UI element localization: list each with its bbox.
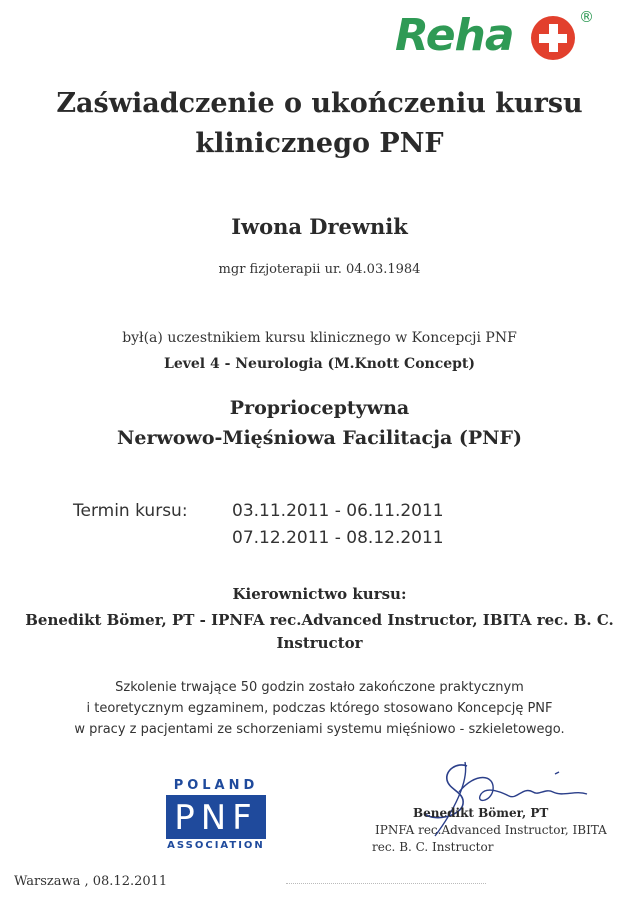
direction-names xyxy=(0,609,639,655)
course-name-line-1: Proprioceptywna xyxy=(229,397,410,419)
term-date-1: 03.11.2011 - 06.11.2011 xyxy=(232,501,444,521)
course-name-line-2: Nerwowo-Mięśniowa Facilitacja (PNF) xyxy=(117,427,522,449)
registered-mark: ® xyxy=(579,8,594,26)
direction-line-1: Benedikt Bömer, PT - IPNFA rec.Advanced Instructor, IBITA rec. B. C. xyxy=(25,611,614,629)
pnf-logo-mark: PNF xyxy=(174,798,258,838)
signatory-name: Benedikt Bömer, PT xyxy=(413,806,549,820)
signatory-role-line-2: rec. B. C. Instructor xyxy=(372,840,494,854)
recipient-degree: mgr fizjoterapii ur. 04.03.1984 xyxy=(218,262,421,277)
direction-label: Kierownictwo kursu: xyxy=(232,585,407,603)
pnf-logo-box xyxy=(166,795,266,839)
signature-line xyxy=(286,882,486,884)
course-description xyxy=(0,677,639,740)
certificate-title xyxy=(0,84,639,164)
course-name xyxy=(0,393,639,453)
description-line-2: i teoretycznym egzaminem, podczas którego stosowano Koncepcję PNF xyxy=(86,701,553,716)
reha-logo-text: Reha xyxy=(395,10,514,61)
signatory-role-line-1: IPNFA rec.Advanced Instructor, IBITA xyxy=(375,823,607,837)
course-level: Level 4 - Neurologia (M.Knott Concept) xyxy=(163,356,476,372)
recipient-name: Iwona Drewnik xyxy=(231,214,408,239)
pnf-association-logo xyxy=(163,778,269,854)
term-date-2: 07.12.2011 - 08.12.2011 xyxy=(232,528,444,548)
title-line-1: Zaświadczenie o ukończeniu kursu xyxy=(56,88,583,119)
place-and-date: Warszawa , 08.12.2011 xyxy=(14,874,168,889)
description-line-1: Szkolenie trwające 50 godzin zostało zakończone praktycznym xyxy=(115,680,524,695)
description-line-3: w pracy z pacjentami ze schorzeniami systemu mięśniowo - szkieletowego. xyxy=(74,722,565,737)
direction-line-2: Instructor xyxy=(276,634,363,652)
pnf-logo-bottom: ASSOCIATION xyxy=(167,840,265,851)
term-label: Termin kursu: xyxy=(73,501,188,521)
pnf-logo-top: POLAND xyxy=(173,778,259,793)
reha-logo xyxy=(395,8,605,68)
participant-text: był(a) uczestnikiem kursu klinicznego w Koncepcji PNF xyxy=(122,330,517,346)
title-line-2: klinicznego PNF xyxy=(195,128,444,159)
plus-icon xyxy=(531,16,575,60)
